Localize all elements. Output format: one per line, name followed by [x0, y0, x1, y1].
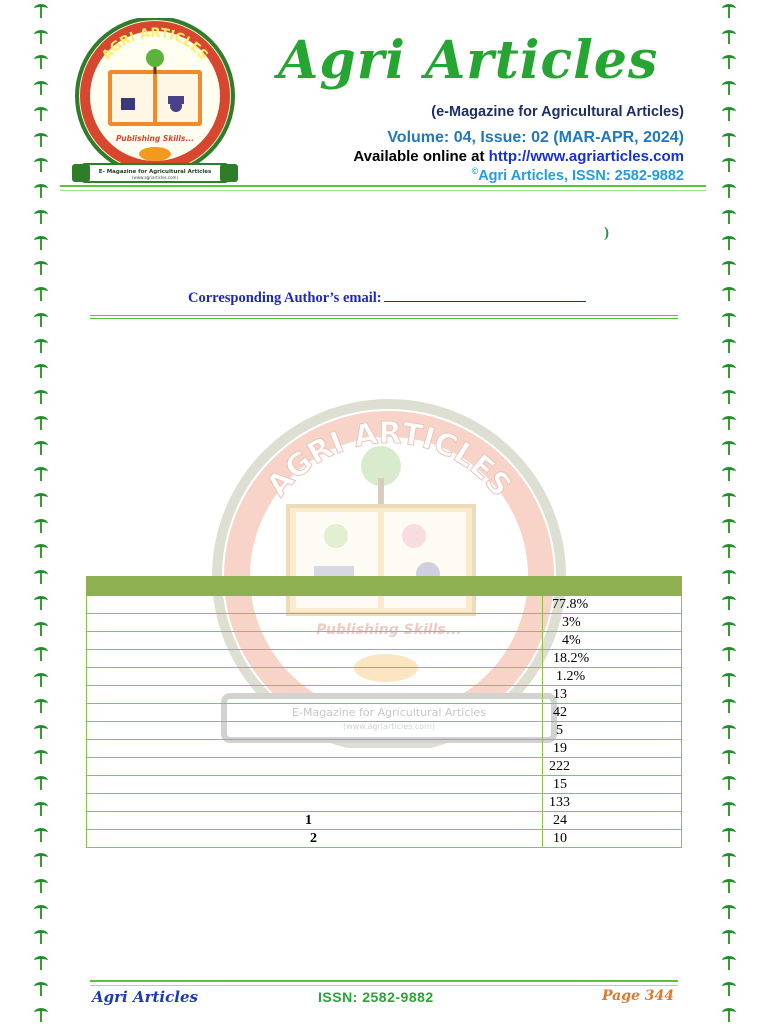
row-value: 24: [553, 812, 567, 828]
separator-rule-2: [90, 318, 678, 319]
row-label-cell: [87, 776, 543, 794]
table-body: [87, 577, 682, 848]
row-label-cell: [87, 740, 543, 758]
palm-tree-icon: [33, 903, 49, 919]
palm-tree-icon: [721, 645, 737, 661]
palm-tree-icon: [721, 594, 737, 610]
palm-tree-icon: [33, 954, 49, 970]
row-value: 13: [553, 686, 567, 702]
palm-tree-icon: [33, 156, 49, 172]
row-value-cell: [543, 650, 682, 668]
email-blank: [384, 289, 586, 302]
palm-tree-icon: [33, 234, 49, 250]
row-value: 77.8%: [552, 596, 589, 612]
available-prefix: Available online at: [353, 148, 485, 165]
footer-rule: [90, 980, 678, 982]
palm-tree-icon: [721, 954, 737, 970]
palm-tree-icon: [721, 723, 737, 739]
row-value-cell: [543, 812, 682, 830]
palm-tree-icon: [721, 980, 737, 996]
palm-tree-icon: [33, 671, 49, 687]
palm-tree-icon: [721, 928, 737, 944]
palm-tree-icon: [33, 414, 49, 430]
row-value-cell: [543, 830, 682, 848]
table-row: [87, 596, 682, 614]
palm-tree-icon: [721, 903, 737, 919]
logo-tagline: Publishing Skills...: [116, 134, 194, 143]
palm-tree-icon: [33, 311, 49, 327]
table-row: [87, 758, 682, 776]
palm-tree-icon: [721, 53, 737, 69]
row-label-cell: [87, 794, 543, 812]
palm-tree-icon: [33, 928, 49, 944]
palm-tree-icon: [33, 2, 49, 18]
table-row: [87, 668, 682, 686]
row-value-cell: [543, 686, 682, 704]
row-label-cell: [87, 632, 543, 650]
row-value-cell: [543, 632, 682, 650]
left-palm-border: [30, 0, 52, 1024]
row-value: 133: [549, 794, 570, 810]
logo-band-subtext: (www.agriarticles.com): [131, 175, 179, 180]
header-rule: [60, 185, 706, 187]
watermark-arc-text: AGRI ARTICLES: [259, 415, 519, 504]
table-row: [87, 830, 682, 848]
palm-tree-icon: [33, 259, 49, 275]
palm-tree-icon: [721, 465, 737, 481]
row-label-cell: [87, 668, 543, 686]
palm-tree-icon: [721, 182, 737, 198]
row-value-cell: [543, 668, 682, 686]
palm-tree-icon: [33, 980, 49, 996]
row-value-cell: [543, 740, 682, 758]
watermark-band-text: E-Magazine for Agricultural Articles: [292, 706, 486, 719]
palm-tree-icon: [33, 362, 49, 378]
palm-tree-icon: [721, 131, 737, 147]
palm-tree-icon: [33, 53, 49, 69]
row-label: 1: [305, 812, 312, 828]
table-row: [87, 704, 682, 722]
row-label-cell: [87, 686, 543, 704]
magazine-subtitle: (e-Magazine for Agricultural Articles): [431, 104, 684, 120]
row-value-cell: [543, 722, 682, 740]
row-label-cell: [87, 596, 543, 614]
row-value: 10: [553, 830, 567, 846]
palm-tree-icon: [721, 311, 737, 327]
row-value: 4%: [562, 632, 581, 648]
palm-tree-icon: [721, 2, 737, 18]
palm-tree-icon: [33, 800, 49, 816]
row-label-cell: [87, 758, 543, 776]
palm-tree-icon: [721, 568, 737, 584]
table-row: [87, 812, 682, 830]
availability-line: [353, 148, 684, 165]
issn-header: [472, 166, 684, 184]
right-palm-border: [718, 0, 740, 1024]
palm-tree-icon: [721, 774, 737, 790]
palm-tree-icon: [721, 748, 737, 764]
palm-tree-icon: [721, 105, 737, 121]
data-table: [86, 576, 682, 848]
page-number: Page 344: [601, 988, 674, 1004]
row-value-cell: [543, 614, 682, 632]
separator-rule: [90, 315, 678, 316]
email-label: Corresponding Author’s email:: [188, 290, 382, 306]
palm-tree-icon: [33, 465, 49, 481]
palm-tree-icon: [721, 697, 737, 713]
row-value-cell: [543, 704, 682, 722]
palm-tree-icon: [33, 131, 49, 147]
website-link[interactable]: http://www.agriarticles.com: [488, 148, 684, 165]
palm-tree-icon: [721, 1006, 737, 1022]
palm-tree-icon: [33, 105, 49, 121]
row-value-cell: [543, 596, 682, 614]
table-row: [87, 794, 682, 812]
row-value: 15: [553, 776, 567, 792]
palm-tree-icon: [721, 285, 737, 301]
palm-tree-icon: [33, 337, 49, 353]
watermark-tagline: Publishing Skills...: [316, 622, 462, 638]
palm-tree-icon: [721, 259, 737, 275]
palm-tree-icon: [33, 774, 49, 790]
palm-tree-icon: [721, 877, 737, 893]
table-row: [87, 614, 682, 632]
row-value: 1.2%: [556, 668, 586, 684]
palm-tree-icon: [33, 594, 49, 610]
palm-tree-icon: [721, 800, 737, 816]
row-value: 18.2%: [553, 650, 590, 666]
issn-text: Agri Articles, ISSN: 2582-9882: [478, 167, 684, 184]
palm-tree-icon: [721, 826, 737, 842]
footer-issn: ISSN: 2582-9882: [318, 989, 434, 1005]
palm-tree-icon: [721, 620, 737, 636]
row-label-cell: [87, 704, 543, 722]
magazine-title: Agri Articles: [278, 30, 659, 91]
row-value: 5: [556, 722, 563, 738]
palm-tree-icon: [721, 28, 737, 44]
watermark-band-subtext: (www.agriarticles.com): [342, 722, 436, 731]
palm-tree-icon: [721, 362, 737, 378]
palm-tree-icon: [33, 826, 49, 842]
footer-brand: Agri Articles: [92, 988, 198, 1006]
row-value-cell: [543, 758, 682, 776]
row-label-cell: [87, 812, 543, 830]
palm-tree-icon: [33, 851, 49, 867]
palm-tree-icon: [33, 620, 49, 636]
palm-tree-icon: [721, 79, 737, 95]
row-value-cell: [543, 776, 682, 794]
row-label-cell: [87, 722, 543, 740]
palm-tree-icon: [33, 208, 49, 224]
logo-arc-text: AGRI ARTICLES: [99, 25, 211, 64]
palm-tree-icon: [33, 388, 49, 404]
corresponding-email: [188, 289, 586, 307]
palm-tree-icon: [33, 645, 49, 661]
header-rule-thin: [60, 190, 706, 191]
palm-tree-icon: [721, 414, 737, 430]
row-value-cell: [543, 794, 682, 812]
palm-tree-icon: [33, 182, 49, 198]
palm-tree-icon: [33, 1006, 49, 1022]
row-value: 42: [553, 704, 567, 720]
palm-tree-icon: [33, 491, 49, 507]
row-label-cell: [87, 614, 543, 632]
table-row: [87, 686, 682, 704]
palm-tree-icon: [721, 542, 737, 558]
palm-tree-icon: [33, 285, 49, 301]
table-row: [87, 722, 682, 740]
row-value: 19: [553, 740, 567, 756]
agri-articles-logo: [66, 18, 244, 184]
copyright-symbol: ©: [471, 166, 479, 176]
row-label-cell: [87, 830, 543, 848]
palm-tree-icon: [33, 517, 49, 533]
volume-issue: Volume: 04, Issue: 02 (MAR-APR, 2024): [387, 129, 684, 146]
palm-tree-icon: [33, 723, 49, 739]
palm-tree-icon: [721, 208, 737, 224]
palm-tree-icon: [33, 697, 49, 713]
palm-tree-icon: [721, 156, 737, 172]
palm-tree-icon: [33, 28, 49, 44]
palm-tree-icon: [721, 439, 737, 455]
palm-tree-icon: [33, 877, 49, 893]
table-row: [87, 632, 682, 650]
palm-tree-icon: [33, 439, 49, 455]
row-label: 2: [310, 830, 317, 846]
palm-tree-icon: [721, 517, 737, 533]
palm-tree-icon: [721, 671, 737, 687]
row-value: 222: [549, 758, 570, 774]
palm-tree-icon: [721, 388, 737, 404]
palm-tree-icon: [721, 234, 737, 250]
palm-tree-icon: [721, 337, 737, 353]
row-label-cell: [87, 650, 543, 668]
logo-band-text: E- Magazine for Agricultural Articles: [98, 169, 212, 175]
table-row: [87, 650, 682, 668]
palm-tree-icon: [33, 748, 49, 764]
table-header-row: [87, 577, 682, 596]
stray-paren: ): [604, 225, 609, 241]
palm-tree-icon: [33, 568, 49, 584]
palm-tree-icon: [721, 491, 737, 507]
palm-tree-icon: [721, 851, 737, 867]
palm-tree-icon: [33, 79, 49, 95]
row-value: 3%: [562, 614, 581, 630]
table-row: [87, 740, 682, 758]
palm-tree-icon: [33, 542, 49, 558]
footer-rule-thin: [90, 985, 678, 986]
table-row: [87, 776, 682, 794]
